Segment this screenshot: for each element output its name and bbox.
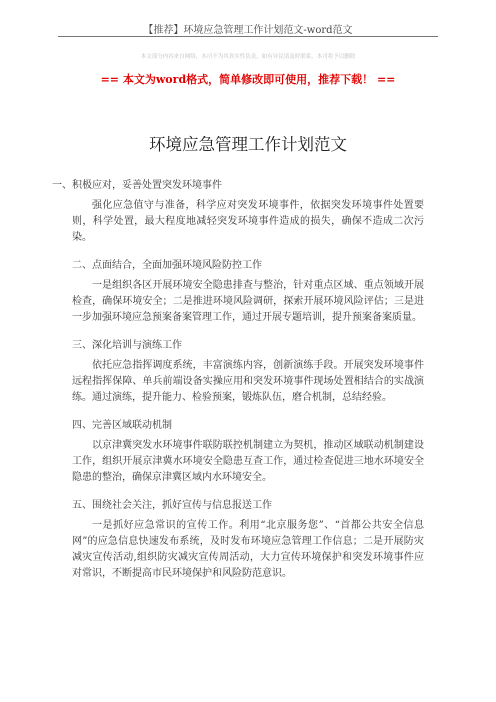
word-format-banner: == 本文为word格式，简单修改即可使用，推荐下载！ == [100,73,396,86]
document-title: 环境应急管理工作计划范文 [149,135,347,154]
section-heading-1: 一、积极应对，妥善处置突发环境事件 [52,180,222,191]
copyright-disclaimer: 本文部分内容来自网络，本司不为其真实性负责，如有异议请及时联系，本司将予以删除 [140,54,356,60]
section-body-5: 一是抓好应急常识的宣传工作。利用“北京服务您”、“首都公共安全信息网”的应急信息快速发布系统，及时发布环境应急管理工作信息；二是开展防灾减灾宣传活动,组织防灾减灾宣传周活动，大力宣传环境保护和突发环境事件应对常识，不断提高市民环境保护和风险防范意识。 [72,520,424,579]
section-body-1: 强化应急值守与准备，科学应对突发环境事件，依据突发环境事件处置要则，科学处置，最大程度地减轻突发环境事件造成的损失，确保不造成二次污染。 [72,200,424,243]
section-body-2: 一是组织各区开展环境安全隐患排查与整治，针对重点区域、重点领域开展检查，确保环境安全；二是推进环境风险调研，探索开展环境风险评估；三是进一步加强环境应急预案备案管理工作，通过开展专题培训，提升预案备案质量。 [72,280,424,323]
document-body [52,178,424,594]
section-heading-3: 三、深化培训与演练工作 [72,340,182,351]
section-body-4: 以京津冀突发水环境事件联防联控机制建立为契机，推动区域联动机制建设工作，组织开展京津冀水环境安全隐患互查工作，通过检查促进三地水环境安全隐患的整治，确保京津冀区域内水环境安全。 [72,440,424,483]
header-divider [58,36,438,37]
section-heading-2: 二、点面结合，全面加强环境风险防控工作 [72,260,262,271]
page-header-title: 【推荐】环境应急管理工作计划范文-word范文 [143,25,353,36]
section-body-3: 依托应急指挥调度系统，丰富演练内容，创新演练手段。开展突发环境事件远程指挥保障、单兵前端设备实操应用和突发环境事件现场处置相结合的实战演练。通过演练，提升能力、检验预案，锻炼队伍，磨合机制，总结经验。 [72,360,424,403]
section-heading-4: 四、完善区域联动机制 [72,420,172,431]
section-heading-5: 五、围绕社会关注，抓好宣传与信息报送工作 [72,500,272,511]
